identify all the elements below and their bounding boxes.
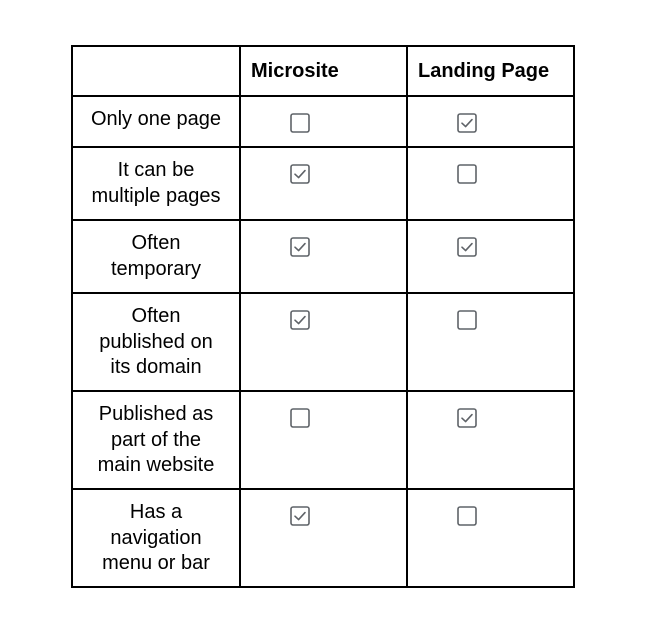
row-label-line: its domain [110, 356, 202, 378]
row-label-line: It can be [117, 159, 195, 181]
row-label-line: menu or bar [102, 552, 210, 574]
microsite-cell [240, 489, 407, 587]
row-label-line: Has a [129, 501, 183, 523]
microsite-cell [240, 293, 407, 391]
checkmark-icon [462, 415, 472, 422]
row-label-line: Often [131, 232, 181, 254]
landing-page-cell [407, 147, 574, 220]
row-label [72, 220, 240, 293]
landing-page-cell [407, 293, 574, 391]
row-label-line: Published as [98, 403, 214, 425]
row-label-line: published on [99, 330, 213, 353]
header-microsite: Microsite [240, 46, 407, 96]
microsite-checkbox-unchecked[interactable] [290, 113, 310, 133]
row-label-line: Only one page [90, 108, 222, 130]
microsite-cell [240, 391, 407, 489]
table-row [72, 489, 574, 587]
microsite-cell [240, 147, 407, 220]
landing-page-cell [407, 391, 574, 489]
checkmark-icon [295, 317, 305, 324]
checkmark-icon [295, 171, 305, 178]
checkmark-icon [295, 244, 305, 251]
checkmark-icon [462, 120, 472, 127]
landing-page-checkbox-checked[interactable] [457, 237, 477, 257]
landing-page-cell [407, 220, 574, 293]
row-label-line: multiple pages [91, 184, 221, 207]
row-label [72, 147, 240, 220]
landing-page-cell [407, 489, 574, 587]
microsite-checkbox-unchecked[interactable] [290, 408, 310, 428]
row-label [72, 391, 240, 489]
microsite-checkbox-checked[interactable] [290, 506, 310, 526]
microsite-checkbox-checked[interactable] [290, 310, 310, 330]
row-label [72, 96, 240, 147]
microsite-checkbox-checked[interactable] [290, 164, 310, 184]
table-row [72, 96, 574, 147]
landing-page-checkbox-unchecked[interactable] [457, 164, 477, 184]
row-label [72, 293, 240, 391]
landing-page-checkbox-checked[interactable] [457, 408, 477, 428]
table-row [72, 220, 574, 293]
table-row [72, 391, 574, 489]
row-label [72, 489, 240, 587]
checkmark-icon [295, 513, 305, 520]
microsite-checkbox-checked[interactable] [290, 237, 310, 257]
row-label-line: navigation [110, 526, 202, 549]
landing-page-checkbox-unchecked[interactable] [457, 506, 477, 526]
table-row [72, 147, 574, 220]
row-label-line: main website [97, 454, 215, 476]
row-label-line: part of the [110, 428, 202, 451]
row-label-line: Often [131, 305, 181, 327]
header-landing-page: Landing Page [407, 46, 574, 96]
table-row [72, 293, 574, 391]
landing-page-checkbox-unchecked[interactable] [457, 310, 477, 330]
microsite-cell [240, 220, 407, 293]
microsite-cell [240, 96, 407, 147]
comparison-table [71, 45, 575, 588]
landing-page-checkbox-checked[interactable] [457, 113, 477, 133]
header-row [72, 46, 574, 96]
landing-page-cell [407, 96, 574, 147]
header-blank [72, 46, 240, 96]
checkmark-icon [462, 244, 472, 251]
row-label-line: temporary [110, 257, 202, 280]
